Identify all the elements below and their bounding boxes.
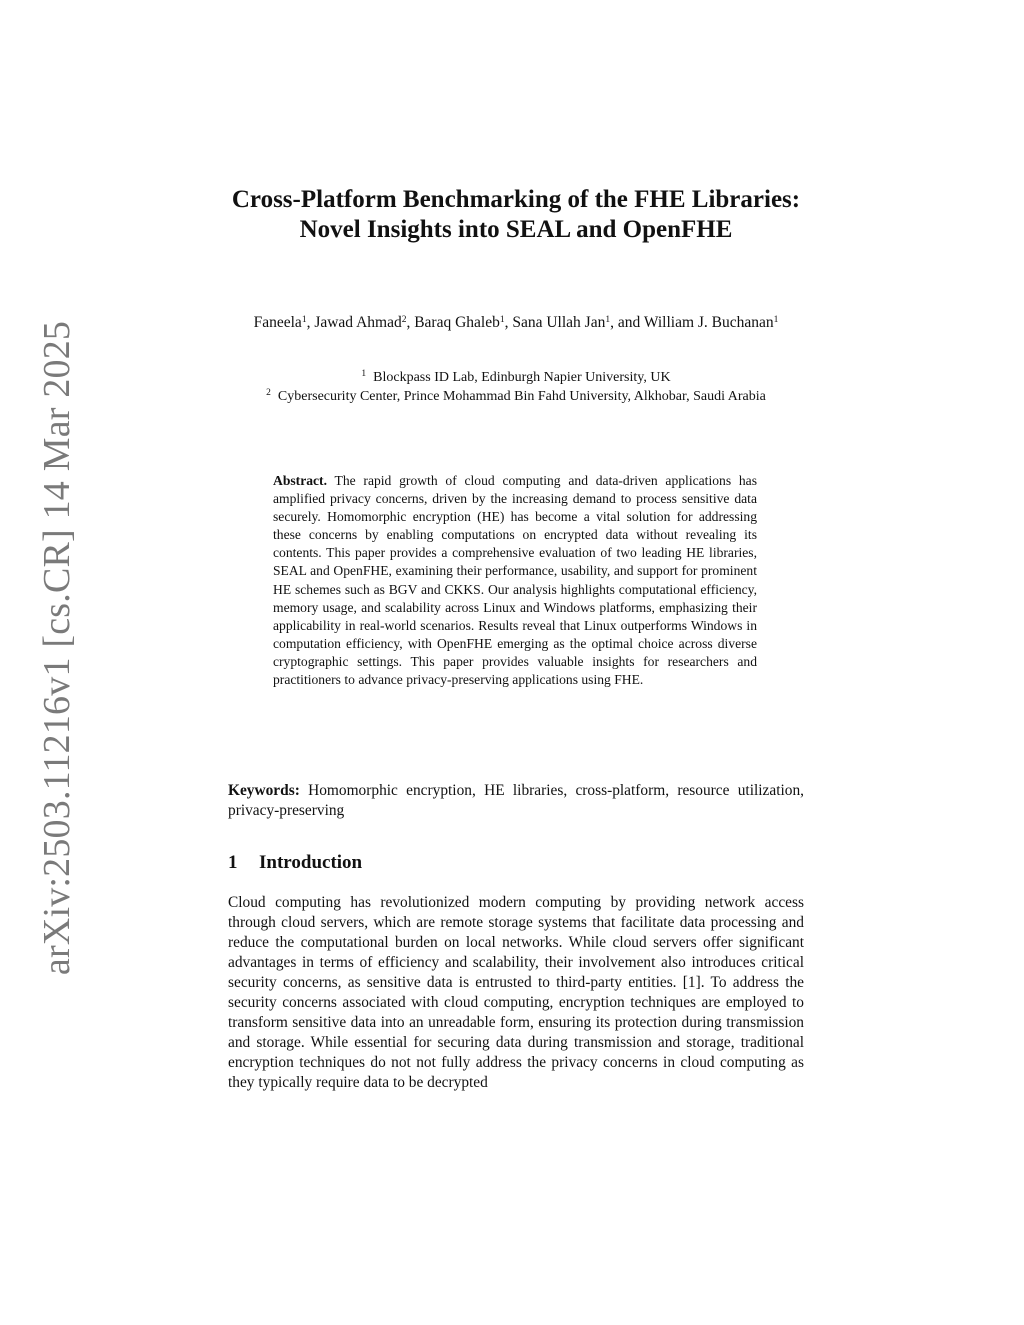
author: Baraq Ghaleb$^1$, bbox=[414, 314, 513, 331]
section-title: Introduction bbox=[259, 852, 363, 873]
author: Jawad Ahmad$^2$, bbox=[314, 314, 415, 331]
keywords-label: Keywords: bbox=[228, 782, 300, 799]
section-heading bbox=[228, 851, 804, 875]
affiliation-list bbox=[228, 369, 804, 406]
paper-title: Cross-Platform Benchmarking of the FHE Libraries: Novel Insights into SEAL and OpenFHE bbox=[231, 186, 801, 243]
affiliation: $^2$ Cybersecurity Center, Prince Mohammad Bin Fahd University, Alkhobar, Saudi Arabia bbox=[266, 387, 766, 404]
author: Sana Ullah Jan$^1$, and bbox=[512, 314, 644, 331]
abstract-text: The rapid growth of cloud computing and data-driven applications has amplified privacy concerns, driven by the increasing demand to process sensitive data securely. Homomorphic encryption (HE) has become a vital solution for addressing these concerns by enabling computations on encrypted data without revealing its contents. This paper provides a comprehensive evaluation of two leading HE libraries, SEAL and OpenFHE, examining their performance, usability, and support for prominent HE schemes such as BGV and CKKS. Our analysis highlights computational efficiency, memory usage, and scalability across Linux and Windows platforms, emphasizing their applicability in real-world scenarios. Results reveal that Linux outperforms Windows in computation efficiency, with OpenFHE emerging as the optimal choice across diverse cryptographic settings. This paper provides valuable insights for researchers and practitioners to advance privacy-preserving applications using FHE. bbox=[273, 473, 757, 688]
abstract-label: Abstract. bbox=[273, 473, 327, 488]
author-list bbox=[228, 313, 804, 333]
arxiv-identifier: arXiv:2503.11216v1 [cs.CR] 14 Mar 2025 bbox=[36, 320, 78, 976]
keywords bbox=[228, 781, 804, 821]
abstract bbox=[273, 472, 757, 689]
keywords-text: Homomorphic encryption, HE libraries, cross-platform, resource utilization, privacy-preserving bbox=[228, 782, 804, 819]
section-number: 1 bbox=[228, 852, 238, 873]
affiliation: $^1$ Blockpass ID Lab, Edinburgh Napier University, UK bbox=[361, 369, 671, 385]
body-paragraph: Cloud computing has revolutionized modern computing by providing network access through cloud servers, which are remote storage systems that facilitate data processing and reduce the computational burden on local networks. While cloud servers offer significant advantages in terms of efficiency and scalability, their involvement also introduces critical security concerns, as sensitive data is entrusted to third-party entities. [1]. To address the security concerns associated with cloud computing, encryption techniques are employed to transform sensitive data into an unreadable form, ensuring its protection during transmission and storage. While essential for securing data during transmission and storage, traditional encryption techniques do not not fully address the privacy concerns in cloud computing as they typically require data to be decrypted bbox=[228, 894, 804, 1091]
author: William J. Buchanan$^1$ bbox=[643, 314, 779, 331]
author: Faneela$^1$, bbox=[253, 314, 315, 331]
